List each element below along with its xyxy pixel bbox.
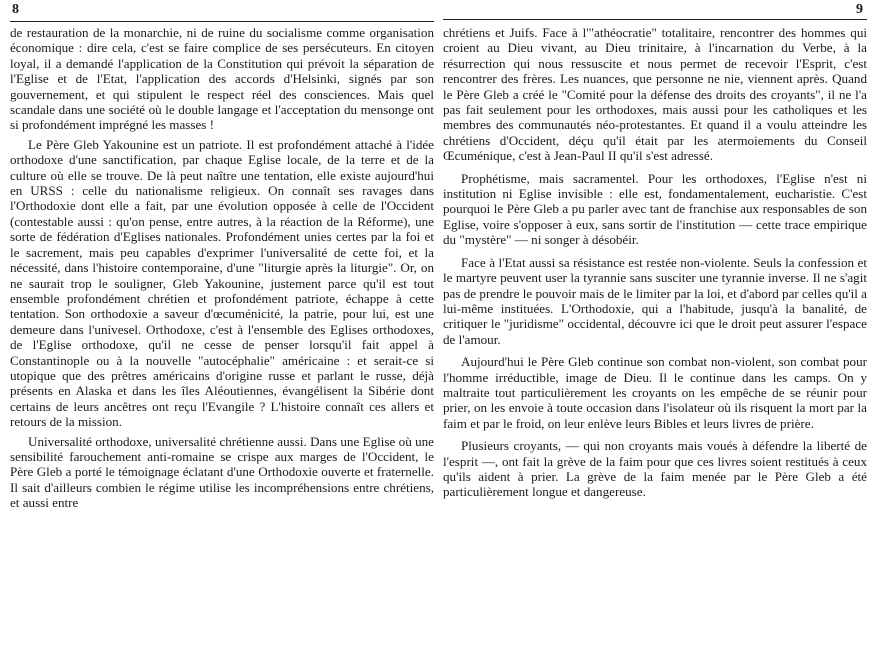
paragraph: chrétiens et Juifs. Face à l'"athéocratie" totalitaire, rencontrer des hommes qui croient au Dieu vivant, au Dieu trinitaire, à l'incarnation du Verbe, à la résurrection qui nous ressuscite et nous permet de recevoir l'Esprit, c'est rencontrer des frères. Les nuances, que personne ne nie, viennent après. Quand le Père Gleb a créé le "Comité pour la défense des droits des croyants", il ne l'a pas fait seulement pour les orthodoxes, mais aussi pour les catholiques et les membres des communautés néo-protestantes. Et quand il a voulu atteindre les chrétiens d'Occident, déçu qu'il était par les atermoiements du Conseil Œcuménique, c'est à Jean-Paul II qu'il s'est adressé. <box>443 25 867 164</box>
paragraph: Aujourd'hui le Père Gleb continue son combat non-violent, son combat pour l'homme irréductible, image de Dieu. Il le continue dans les camps. On y maltraite tout particulièrement les croyants on les empêche de se réunir pour prier, on les envoie à toute occasion dans l'isolateur où ils risquent la mort par la faim et par le froid, on leur enlève leurs Bibles et leurs livres de prière. <box>443 354 867 431</box>
page-number: 9 <box>856 2 863 17</box>
left-page <box>10 0 434 653</box>
paragraph: Face à l'Etat aussi sa résistance est restée non-violente. Seuls la confession et le martyre peuvent user la tyrannie sans susciter une tyrannie inverse. Il ne s'agit pas de prendre le pouvoir mais de le limiter par la loi, et d'abord par celles qu'il a lui-même instituées. L'Orthodoxie, qui a l'habitude, jusqu'à la banalité, de critiquer le "juridisme" occidental, découvre ici que le droit peut assurer l'espace de l'amour. <box>443 254 867 347</box>
paragraph: Universalité orthodoxe, universalité chrétienne aussi. Dans une Eglise où une sensibilité farouchement anti-romaine se crispe aux marges de l'Occident, le Père Gleb a porté le témoignage éclatant d'une Orthodoxie ouverte et fraternelle. Il sait d'ailleurs combien le régime utilise les incompréhensions entre chrétiens, et aussi entre <box>10 433 434 511</box>
page-text <box>443 25 867 500</box>
paragraph: Plusieurs croyants, — qui non croyants mais voués à défendre la liberté de l'esprit —, ont fait la grève de la faim pour que ces livres soient restitués à ceux qu'ils aident à prier. La grève de la faim menée par le Père Gleb a été particulièrement longue et dangereuse. <box>443 438 867 500</box>
paragraph: Prophétisme, mais sacramentel. Pour les orthodoxes, l'Eglise n'est ni institution ni Eglise invisible : elle est, fondamentalement, eucharistie. C'est pourquoi le Père Gleb a pu parler avec tant de franchise aux responsables de son Eglise, voire s'opposer à eux, sans sortir de l'institution — cette trace empirique du "mystère" — ni songer à désobéir. <box>443 170 867 248</box>
right-page <box>443 0 867 653</box>
paragraph: de restauration de la monarchie, ni de ruine du socialisme comme organisation économique : dire cela, c'est se faire complice de ses persécuteurs. En citoyen loyal, il a demandé l'application de la Constitution qui prévoit la séparation de l'Eglise et de l'Etat, l'application des accords d'Helsinki, signés par son gouvernement, et qui stipulent le respect réel des consciences. Mais quel scandale dans une société où le double langage et l'acceptation du mensonge ont si profondément imprégné les masses ! <box>10 25 434 133</box>
header-rule <box>443 19 867 20</box>
header-rule <box>10 21 434 22</box>
page-text <box>10 25 434 511</box>
page-number: 8 <box>12 2 19 17</box>
paragraph: Le Père Gleb Yakounine est un patriote. Il est profondément attaché à l'idée orthodoxe d'une sanctification, par chaque Eglise locale, de la terre et de la culture où elle se trouve. De là peut naître une tentation, elle existe aujourd'hui en URSS : celle du nationalisme religieux. On connaît ses ravages dans l'Orthodoxie dont elle a fait, par une évolution opposée à celle de l'Occident (contestable aussi : qu'on pense, entre autres, à la réaction de la Réforme), une sorte de fédération d'Eglises nationales. Profondément unies certes par la foi et le sacrement, mais peu capables d'exprimer l'universalité de cette foi, et la nécessité, dans l'histoire contemporaine, d'une "liturgie après la liturgie". Or, on ne saurait trop le souligner, Gleb Yakounine, justement parce qu'il est tout ensemble profondément chrétien et profondément patriote, échappe à cette tentation. Son orthodoxie a saveur d'œcuménicité, la patrie, pour lui, est une demeure dans l'univesel. Orthodoxe, c'est à l'ensemble des Eglises orthodoxes, de l'Eglise orthodoxe, qu'il ne cesse de penser lorsqu'il fait appel à Constantinople ou à la nouvelle "autocéphalie" américaine : et serait-ce si utopique que des prêtres américains d'origine russe et parlant le russe, déjà présents en Alaska et dans les îles Aléoutiennes, évangélisent la Sibérie dont certains de leurs ancêtres ont reçu l'Evangile ? L'histoire connaît ces allers et retours de la mission. <box>10 136 434 430</box>
